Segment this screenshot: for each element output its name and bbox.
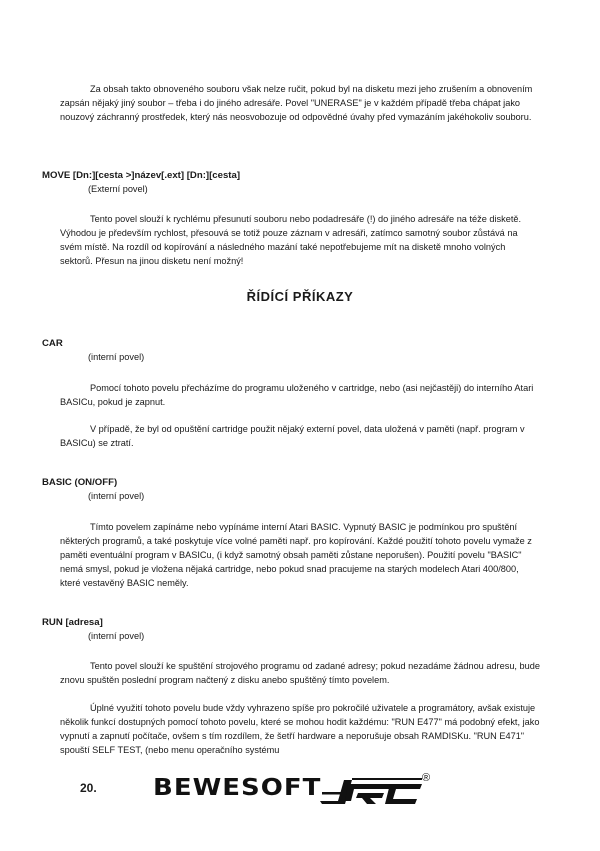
- paragraph-unerase-note: Za obsah takto obnoveného souboru však nelze ručit, pokud byl na disketu mezi jeho zrušením a obnovením zapsán nějaký jiný soubor – třeba i do jiného adresáře. Povel "UNERASE" je v každém případě třeba chápat jako nouzový záchranný prostředek, který nás neosvobozuje od odpovědné úvahy před vymazáním jakéhokoliv souboru.: [60, 84, 533, 122]
- command-move-syntax: MOVE [Dn:][cesta >]název[.ext] [Dn:][cesta]: [42, 170, 241, 181]
- page-number: 20.: [80, 781, 97, 795]
- jrc-logo-text: [318, 774, 319, 775]
- paragraph-car-description-1: Pomocí tohoto povelu přecházíme do programu uloženého v cartridge, nebo (asi nejčastěji) do interního Atari BASICu, pokud je zapnut.: [60, 383, 534, 407]
- jrc-logo-graphic: [318, 774, 438, 808]
- jrc-logo: [318, 774, 438, 813]
- command-run-syntax: RUN [adresa]: [42, 617, 103, 628]
- paragraph-move-description: Tento povel slouží k rychlému přesunutí souboru nebo podadresáře (!) do jiného adresáře na téže disketě. Výhodou je především rychlost, přesouvá se totiž pouze záznam v adresáři, zatímco samotný soubor zůstává na svém místě. Na rozdíl od kopírování a následného mazání také nepotřebujeme mít na disketě mnoho volných sektorů. Přesun na jinou disketu není možný!: [60, 214, 522, 266]
- registered-mark: ®: [422, 772, 431, 784]
- command-basic-type: (interní povel): [88, 491, 145, 501]
- command-basic-syntax: BASIC (ON/OFF): [42, 477, 118, 488]
- command-car-type: (interní povel): [88, 352, 145, 362]
- command-run-type: (interní povel): [88, 631, 145, 641]
- command-move-type: (Externí povel): [88, 184, 148, 194]
- paragraph-run-description-2: Úplné využití tohoto povelu bude vždy vyhrazeno spíše pro pokročilé uživatele a programátory, avšak existuje několik funkcí dostupných pomocí tohoto povelu, které se mohou hodit každému: "RUN E477" má podobný efekt, jako vypnutí a zapnutí počítače, ovšem s tím rozdílem, že šetří hardware a neporušuje obsah RAMDISKu. "RUN E471" spouští SELF TEST, (nebo menu operačního systému: [60, 703, 540, 755]
- command-car-syntax: CAR: [42, 338, 63, 349]
- paragraph-run-description-1: Tento povel slouží ke spuštění strojového programu od zadané adresy; pokud nezadáme žádnou adresu, bude znovu spuštěn poslední program načtený z disku anebo spuštěný tímto povelem.: [60, 661, 540, 685]
- paragraph-car-description-2: V případě, že byl od opuštění cartridge použit nějaký externí povel, data uložená v paměti (např. program v BASICu) se ztratí.: [60, 424, 525, 448]
- bewesoft-logo: BEWESOFT: [153, 774, 322, 802]
- section-title: ŘÍDÍCÍ PŘÍKAZY: [246, 289, 354, 304]
- paragraph-basic-description: Tímto povelem zapínáme nebo vypínáme interní Atari BASIC. Vypnutý BASIC je podmínkou pro spuštění některých programů, a také poskytuje více volné paměti např. pro kopírování. Každé použití tohoto povelu vymaže z paměti eventuální program v BASICu, (i když samotný obsah paměti zůstane neporušen). Použití povelu "BASIC" nemá smysl, pokud je vložena nějaká cartridge, nebo pokud snad pracujeme na starých modelech Atari 400/800, které vestavěný BASIC neměly.: [60, 522, 532, 588]
